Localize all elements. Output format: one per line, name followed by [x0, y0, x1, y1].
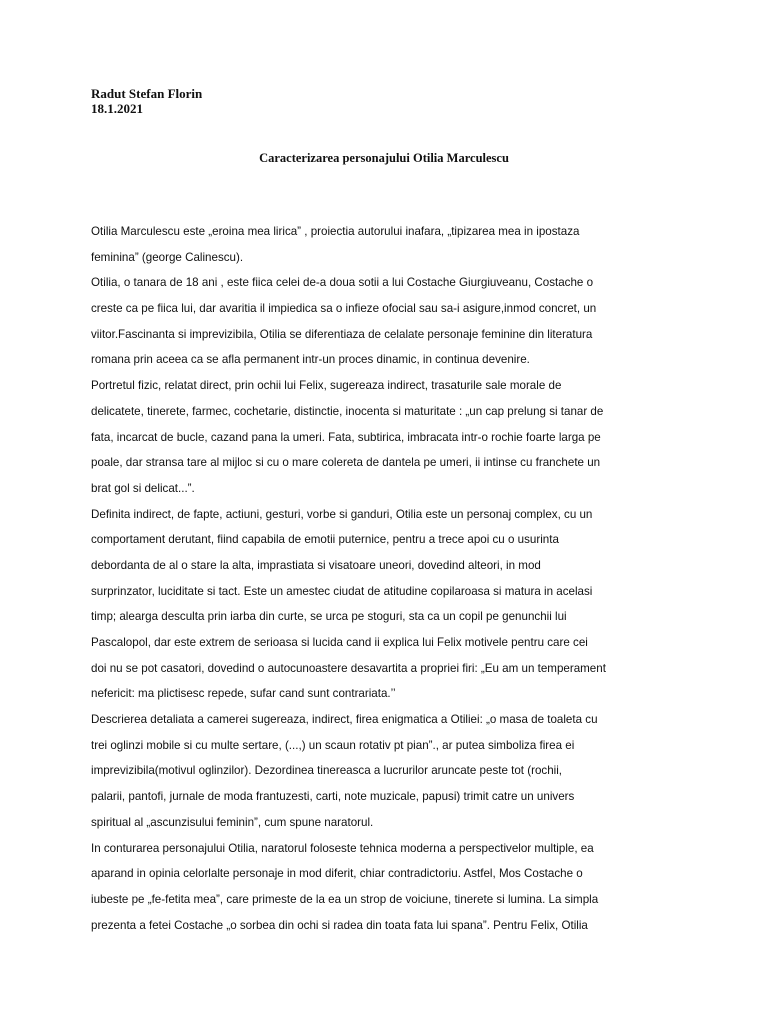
text-line: viitor.Fascinanta si imprevizibila, Otilia se diferentiaza de celalate personaje feminine din literatura	[91, 327, 593, 341]
text-line: delicatete, tinerete, farmec, cochetarie, distinctie, inocenta si maturitate : „un cap prelung si tanar de	[91, 404, 604, 418]
text-line: trei oglinzi mobile si cu multe sertare, (...,) un scaun rotativ pt pian”., ar putea simboliza firea ei	[91, 738, 575, 752]
author-name: Radut Stefan Florin	[91, 86, 203, 101]
author-block	[91, 86, 202, 116]
document-title: Caracterizarea personajului Otilia Marculescu	[259, 151, 509, 165]
text-line: doi nu se pot casatori, dovedind o autocunoastere desavartita a propriei firi: „Eu am un temperament	[91, 661, 606, 675]
text-line: imprevizibila(motivul oglinzilor). Dezordinea tinereasca a lucrurilor aruncate peste tot (rochii,	[91, 764, 563, 778]
text-line: timp; alearga desculta prin iarba din curte, se urca pe stoguri, sta ca un copil pe genunchii lui	[91, 610, 567, 624]
text-line: romana prin aceea ca se afla permanent intr-un proces dinamic, in continua devenire.	[91, 353, 530, 367]
text-line: fata, incarcat de bucle, cazand pana la umeri. Fata, subtirica, imbracata intr-o rochie foarte larga pe	[91, 430, 601, 444]
text-line: Definita indirect, de fapte, actiuni, gesturi, vorbe si ganduri, Otilia este un personaj complex, cu un	[91, 507, 593, 521]
text-line: feminina” (george Calinescu).	[91, 250, 244, 264]
text-line: prezenta a fetei Costache „o sorbea din ochi si radea din toata fata lui spana”. Pentru Felix, Otilia	[91, 918, 588, 932]
text-line: brat gol si delicat...”.	[91, 481, 195, 495]
document-body	[91, 224, 731, 943]
text-line: In conturarea personajului Otilia, naratorul foloseste tehnica moderna a perspectivelor multiple, ea	[91, 841, 594, 855]
text-line: Pascalopol, dar este extrem de serioasa si lucida cand ii explica lui Felix motivele pentru care cei	[91, 636, 588, 649]
text-line: surprinzator, luciditate si tact. Este un amestec ciudat de atitudine copilaroasa si matura in acelasi	[91, 584, 593, 598]
text-line: aparand in opinia celorlalte personaje in mod diferit, chiar contradictoriu. Astfel, Mos Costache o	[91, 867, 583, 881]
document-date: 18.1.2021	[91, 101, 143, 116]
text-line: comportament derutant, fiind capabila de emotii puternice, pentru a trece apoi cu o usurinta	[91, 533, 559, 547]
text-line: Portretul fizic, relatat direct, prin ochii lui Felix, sugereaza indirect, trasaturile sale morale de	[91, 379, 562, 393]
text-line: creste ca pe fiica lui, dar avaritia il impiedica sa o infieze ofocial sau sa-i asigure,inmod concret, un	[91, 302, 597, 316]
text-line: Otilia Marculescu este „eroina mea lirica” , proiectia autorului inafara, „tipizarea mea in ipostaza	[91, 225, 580, 238]
text-line: nefericit: ma plictisesc repede, sufar cand sunt contrariata.’’	[91, 687, 396, 701]
text-line: debordanta de al o stare la alta, imprastiata si visatoare uneori, dovedind alteori, in mod	[91, 558, 541, 572]
text-line: iubeste pe „fe-fetita mea”, care primeste de la ea un strop de voiciune, tinerete si lumina. La simpla	[91, 892, 599, 906]
text-line: Otilia, o tanara de 18 ani , este fiica celei de-a doua sotii a lui Costache Giurgiuveanu, Costache o	[91, 276, 594, 290]
text-line: spiritual al „ascunzisului feminin”, cum spune naratorul.	[91, 815, 374, 829]
text-line: palarii, pantofi, jurnale de moda frantuzesti, carti, note muzicale, papusi) trimit catre un univers	[91, 790, 575, 804]
text-line: poale, dar stransa tare al mijloc si cu o mare colereta de dantela pe umeri, ii intinse cu franchete un	[91, 456, 601, 470]
text-line: Descrierea detaliata a camerei sugereaza, indirect, firea enigmatica a Otiliei: „o masa de toaleta cu	[91, 713, 598, 727]
